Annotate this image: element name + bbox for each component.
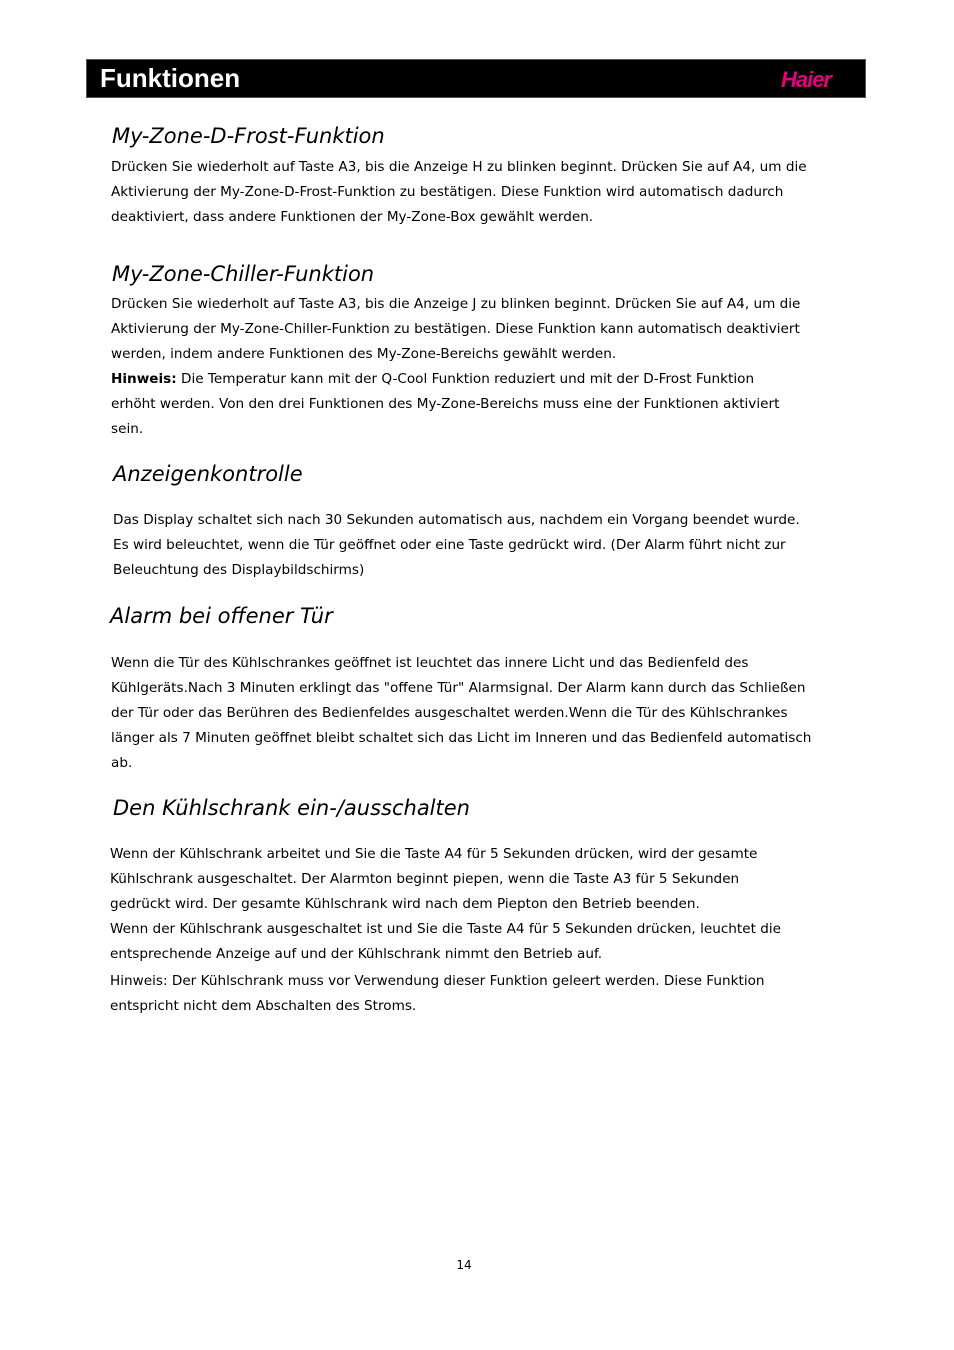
section-body-chiller — [111, 292, 800, 442]
text-line: Wenn der Kühlschrank arbeitet und Sie die Taste A4 für 5 Sekunden drücken, wird der gesamte — [110, 846, 758, 862]
note-label: Hinweis: — [111, 371, 177, 387]
section-body-d-frost — [111, 155, 807, 230]
section-title-chiller: My-Zone-Chiller-Funktion — [112, 262, 375, 286]
text-line: Beleuchtung des Displaybildschirms) — [113, 562, 365, 578]
text-line: Drücken Sie wiederholt auf Taste A3, bis die Anzeige H zu blinken beginnt. Drücken Sie auf A4, um die — [111, 159, 807, 175]
section-title-d-frost: My-Zone-D-Frost-Funktion — [112, 124, 385, 148]
text-line: Drücken Sie wiederholt auf Taste A3, bis die Anzeige J zu blinken beginnt. Drücken Sie auf A4, um die — [111, 296, 801, 312]
note-line — [111, 367, 800, 392]
note-text: Die Temperatur kann mit der Q-Cool Funktion reduziert und mit der D-Frost Funktion — [176, 371, 755, 387]
text-line: länger als 7 Minuten geöffnet bleibt schaltet sich das Licht im Inneren und das Bedienfeld automatisch — [111, 730, 812, 746]
text-line: gedrückt wird. Der gesamte Kühlschrank wird nach dem Piepton den Betrieb beenden. — [110, 896, 700, 912]
text-line: Kühlgeräts.Nach 3 Minuten erklingt das "offene Tür" Alarmsignal. Der Alarm kann durch das Schließen — [111, 680, 806, 696]
text-line: erhöht werden. Von den drei Funktionen des My-Zone-Bereichs muss eine der Funktionen aktiviert — [111, 396, 780, 412]
section-title-door-alarm: Alarm bei offener Tür — [110, 604, 333, 628]
text-line: Hinweis: Der Kühlschrank muss vor Verwendung dieser Funktion geleert werden. Diese Funktion — [110, 973, 765, 989]
text-line: deaktiviert, dass andere Funktionen der My-Zone-Box gewählt werden. — [111, 209, 594, 225]
text-line: werden, indem andere Funktionen des My-Zone-Bereichs gewählt werden. — [111, 346, 617, 362]
text-line: sein. — [111, 421, 144, 437]
text-line: Das Display schaltet sich nach 30 Sekunden automatisch aus, nachdem ein Vorgang beendet wurde. — [113, 512, 800, 528]
text-line: der Tür oder das Berühren des Bedienfeldes ausgeschaltet werden.Wenn die Tür des Kühlschrankes — [111, 705, 788, 721]
section-body-display-control — [113, 508, 800, 583]
text-line: Kühlschrank ausgeschaltet. Der Alarmton beginnt piepen, wenn die Taste A3 für 5 Sekunden — [110, 871, 740, 887]
section-title-display-control: Anzeigenkontrolle — [113, 462, 303, 486]
text-line: Wenn die Tür des Kühlschrankes geöffnet ist leuchtet das innere Licht und das Bedienfeld des — [111, 655, 749, 671]
section-title-power-toggle: Den Kühlschrank ein-/ausschalten — [113, 796, 470, 820]
brand-logo: Haier — [780, 67, 831, 92]
text-line: ab. — [111, 755, 133, 771]
page-number: 14 — [456, 1258, 472, 1272]
text-line: Wenn der Kühlschrank ausgeschaltet ist und Sie die Taste A4 für 5 Sekunden drücken, leuchtet die — [110, 921, 782, 937]
text-line: Es wird beleuchtet, wenn die Tür geöffnet oder eine Taste gedrückt wird. (Der Alarm führt nicht zur — [113, 537, 786, 553]
section-header-bar — [86, 59, 866, 98]
section-body-door-alarm — [111, 651, 811, 776]
text-line: entspricht nicht dem Abschalten des Stroms. — [110, 998, 417, 1014]
header-title: Funktionen — [100, 63, 241, 93]
text-line: Aktivierung der My-Zone-Chiller-Funktion zu bestätigen. Diese Funktion kann automatisch deaktiviert — [111, 321, 800, 337]
text-line: entsprechende Anzeige auf und der Kühlschrank nimmt den Betrieb auf. — [110, 946, 603, 962]
section-body-power-toggle — [110, 842, 781, 1019]
text-line: Aktivierung der My-Zone-D-Frost-Funktion zu bestätigen. Diese Funktion wird automatisch dadurch — [111, 184, 784, 200]
